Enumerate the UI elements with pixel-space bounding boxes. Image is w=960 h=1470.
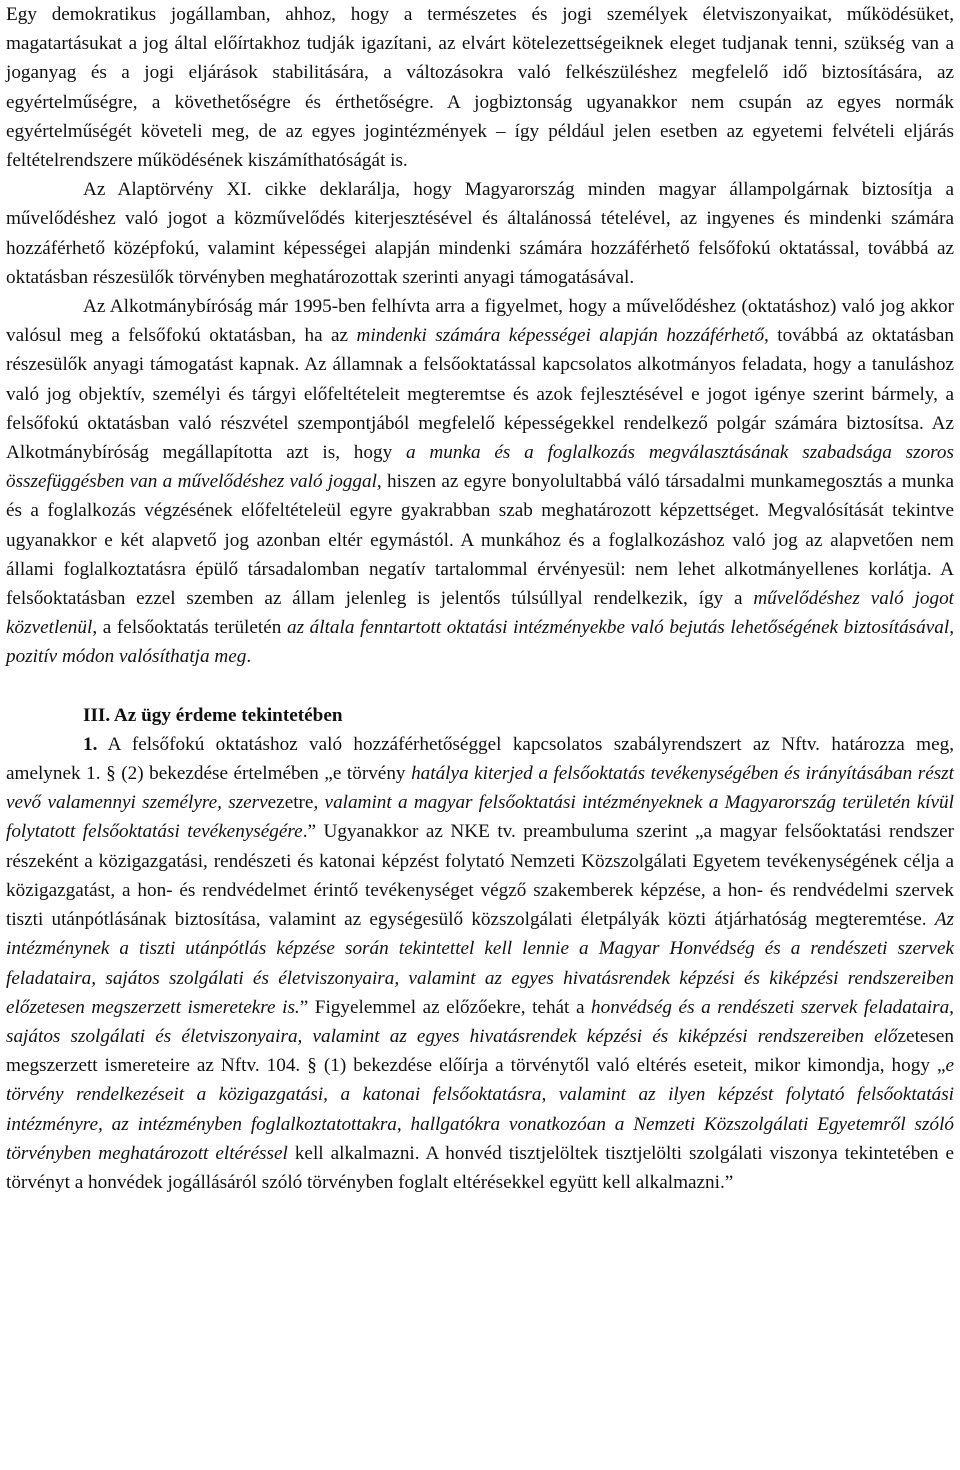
section-text-5: zetesen megszerzett ismereteire az Nftv. 104. § (1) bekezdése előírja a törvénytől való eltérés eseteit, mikor kimondja, hogy „ <box>6 1025 954 1077</box>
section-text-1: A felsőfokú oktatáshoz való hozzáférhetőséggel kapcsolatos szabályrendszert az Nftv. határozza meg, amelynek 1. § (2) bekezdése értelmében „e törvény <box>6 733 954 785</box>
section-italic-3: Az intézménynek a tiszti utánpótlás képzése során tekintettel kell lennie a Magyar Honvédség és a rendészeti szervek feladataira, sajátos szolgálati és életviszonyaira, valamint az egyes hivatásrendek képzési és kiképzési rendszereiben előzetesen megszerzett ismeretekre is. <box>6 909 954 1018</box>
paragraph-3-italic-1: mindenki számára képességei alapján hozzáférhető <box>356 325 765 347</box>
paragraph-3-text-5: . <box>246 646 252 668</box>
paragraph-3-text-2: , továbbá az oktatásban részesülők anyagi támogatást kapnak. Az államnak a felsőoktatással kapcsolatos alkotmányos feladata, hogy a tanuláshoz való jog objektív, személyi és tárgyi előfeltételeit megteremtse és azok fejlesztésével e jogot igénye szerint bármely, a felsőfokú oktatásban való részvétel szempontjából megfelelő képességekkel rendelkező polgár számára biztosítsa. Az Alkotmánybíróság megállapította azt is, hogy <box>6 325 954 464</box>
section-italic-2: valamint a magyar felsőoktatási intézményeknek a Magyarország területén kívül folytatott felsőoktatási tevékenységére <box>6 792 954 843</box>
section-text-4: ” Figyelemmel az előzőekre, tehát a <box>299 996 592 1018</box>
paragraph-3-italic-2: a munka és a foglalkozás megválasztásának szabadsága szoros összefüggésben van a művelődéshez való joggal, <box>6 442 954 493</box>
section-paragraph-1 <box>6 730 954 1197</box>
section-italic-5: e törvény rendelkezéseit a közigazgatási, a katonai felsőoktatásra, valamint az ilyen képzést folytató felsőoktatási intézményre, az intézményben foglalkoztatottakra, hallgatókra vonatkozóan a Nemzeti Közszolgálati Egyetemről szóló törvényben meghatározott eltéréssel <box>6 1055 954 1164</box>
section-italic-4: honvédség és a rendészeti szervek feladataira, sajátos szolgálati és életviszonyaira, valamint az egyes hivatásrendek képzési és kiképzési rendszereiben elő <box>6 996 954 1047</box>
section-text-3: .” Ugyanakkor az NKE tv. preambuluma szerint „a magyar felsőoktatási rendszer részeként a közigazgatási, rendészeti és katonai képzést folytató Nemzeti Közszolgálati Egyetem tevékenységének célja a közigazgatást, a hon- és rendvédelmet érintő tevékenységet végző szakemberek képzése, a hon- és rendvédelmi szervek tiszti utánpótlásának biztosítása, valamint az egységesülő közszolgálati életpályák közti átjárhatóság megteremtése. <box>6 821 955 931</box>
section-merits <box>6 701 954 1197</box>
section-item-number: 1. <box>83 733 98 755</box>
section-heading: III. Az ügy érdeme tekintetében <box>83 704 343 726</box>
paragraph-fundamental-law: Az Alaptörvény XI. cikke deklarálja, hogy Magyarország minden magyar állampolgárnak biztosítja a művelődéshez való jogot a közművelődés kiterjesztésével és általánossá tételével, az ingyenes és mindenki számára hozzáférhető középfokú, valamint képességei alapján mindenki számára hozzáférhető felsőfokú oktatással, továbbá az oktatásban részesülők törvényben meghatározottak szerinti anyagi támogatásával. <box>6 179 954 288</box>
paragraph-3-italic-3: művelődéshez való jogot közvetlenül <box>6 588 954 639</box>
paragraph-constitutional-court <box>6 292 954 672</box>
paragraph-3-text-3: hiszen az egyre bonyolultabbá váló társadalmi munkamegosztás a munka és a foglalkozás végzésének előfeltételeül egyre gyakrabban szab meghatározott képzettséget. Megvalósítását tekintve ugyanakkor e két alapvető jog azonban eltér egymástól. A munkához és a foglalkozáshoz való jog az alapvetően nem állami foglalkoztatásra épülő társadalomban negatív tartalommal érvényesül: nem lehet alkotmányellenes korlátja. A felsőoktatásban ezzel szemben az állam jelenleg is jelentős túlsúllyal rendelkezik, így a <box>6 471 954 610</box>
paragraph-legal-certainty <box>6 0 954 175</box>
section-text-2: ezetre, <box>267 792 325 814</box>
paragraph-3-text-1: Az Alkotmánybíróság már 1995-ben felhívta arra a figyelmet, hogy a művelődéshez (oktatáshoz) való jog akkor valósul meg a felsőfokú oktatásban, ha az <box>6 296 954 347</box>
paragraph-1-sentence-2: A jogbiztonság ugyanakkor nem csupán az egyes normák egyértelműségét követeli meg, de az egyes jogintézmények – így például jelen esetben az egyetemi felvételi eljárás feltételrendszere működésének kiszámíthatóságát is. <box>6 91 954 172</box>
paragraph-1-sentence-1: Egy demokratikus jogállamban, ahhoz, hogy a természetes és jogi személyek életviszonyaikat, működésüket, magatartásukat a jog által előírtakhoz tudják igazítani, az elvárt kötelezettségeiknek eleget tudjanak tenni, szükség van a joganyag és a jogi eljárások stabilitására, a változásokra való felkészüléshez megfelelő idő biztosítására, az egyértelműségre, a követhetőségre és érthetőségre. <box>6 4 954 113</box>
section-italic-1: hatálya kiterjed a felsőoktatás tevékenységében és irányításában részt vevő valamennyi személyre, szerv <box>6 763 954 814</box>
paragraph-3-italic-4: az általa fenntartott oktatási intézményekbe való bejutás lehetőségének biztosításával, pozitív módon valósíthatja meg <box>6 617 954 668</box>
section-text-6: kell alkalmazni. A honvéd tisztjelöltek tisztjelölti szolgálati viszonya tekintetében e törvényt a honvédek jogállásáról szóló törvényben foglalt eltérésekkel együtt kell alkalmazni.” <box>6 1142 954 1193</box>
paragraph-3-text-4: , a felsőoktatás területén <box>92 617 287 639</box>
